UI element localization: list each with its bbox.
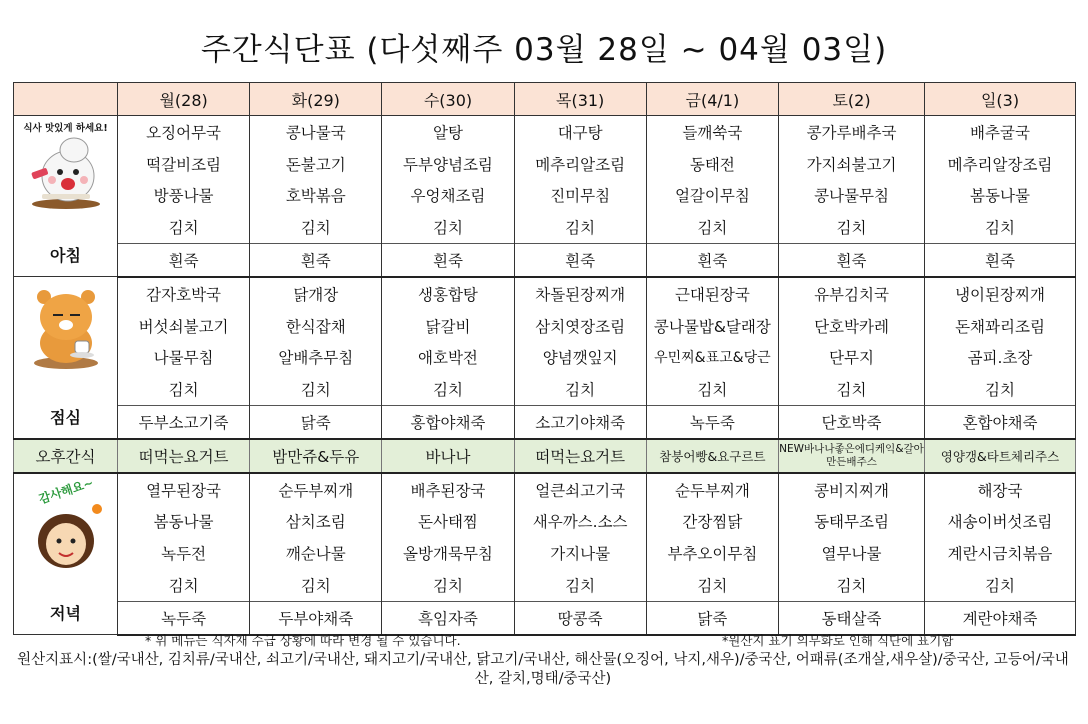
menu-cell: 동태무조림	[779, 506, 925, 538]
menu-cell: 콩나물국	[250, 116, 382, 148]
breakfast-label: 아침	[50, 246, 81, 266]
menu-cell: 김치	[382, 211, 514, 243]
menu-cell: 김치	[925, 211, 1076, 243]
day-header: 월(28)	[118, 83, 250, 116]
menu-cell: 김치	[118, 569, 250, 601]
dinner-row	[14, 473, 1076, 506]
menu-cell: 새우까스.소스	[514, 506, 646, 538]
menu-cell: 계란시금치볶음	[925, 537, 1076, 569]
menu-cell: 돈채꽈리조림	[925, 310, 1076, 342]
menu-cell: 동태살죽	[779, 601, 925, 634]
origin-info: 원산지표시:(쌀/국내산, 김치류/국내산, 쇠고기/국내산, 돼지고기/국내산, 닭고기/국내산, 해산물(오징어, 낙지,새우)/중국산, 어패류(조개살,새우살)/중국산, 고등어/국내산, 갈치,명태/중국산)	[17, 652, 1069, 687]
menu-cell: 해장국	[925, 473, 1076, 506]
menu-cell: 메추리알조림	[514, 148, 646, 180]
menu-cell: 얼큰쇠고기국	[514, 473, 646, 506]
menu-cell: 김치	[646, 373, 778, 405]
menu-cell: 김치	[382, 569, 514, 601]
menu-cell: 방풍나물	[118, 180, 250, 212]
menu-cell: 두부야채죽	[250, 601, 382, 634]
menu-cell: 두부소고기죽	[118, 406, 250, 439]
dinner-row	[14, 601, 1076, 634]
menu-cell: 소고기야채죽	[514, 406, 646, 439]
menu-cell: 가지쇠불고기	[779, 148, 925, 180]
lunch-row	[14, 373, 1076, 405]
lunch-row	[14, 342, 1076, 374]
menu-cell: 김치	[514, 211, 646, 243]
lunch-row	[14, 310, 1076, 342]
menu-cell: 감자호박국	[118, 277, 250, 310]
ryan-character-image	[26, 283, 106, 371]
menu-cell: 김치	[250, 211, 382, 243]
menu-cell: 김치	[925, 373, 1076, 405]
lunch-row	[14, 277, 1076, 310]
lunch-label: 점심	[50, 407, 81, 427]
menu-cell: 녹두죽	[118, 601, 250, 634]
menu-cell: 차돌된장찌개	[514, 277, 646, 310]
menu-cell: 흰죽	[925, 244, 1076, 277]
menu-cell: 김치	[779, 373, 925, 405]
header-row	[14, 83, 1076, 116]
day-header: 화(29)	[250, 83, 382, 116]
breakfast-section	[14, 116, 1076, 277]
menu-cell: 근대된장국	[646, 277, 778, 310]
menu-cell: 두부양념조림	[382, 148, 514, 180]
menu-cell: 애호박전	[382, 342, 514, 374]
breakfast-row	[14, 244, 1076, 277]
menu-cell: 대구탕	[514, 116, 646, 148]
menu-cell: 열무된장국	[118, 473, 250, 506]
menu-cell: 김치	[646, 211, 778, 243]
menu-cell: 올방개묵무침	[382, 537, 514, 569]
snack-cell: 바나나	[382, 439, 514, 473]
menu-cell: 흑임자죽	[382, 601, 514, 634]
weekly-menu-table	[13, 82, 1076, 636]
menu-cell: 봄동나물	[925, 180, 1076, 212]
menu-cell: 돈사태찜	[382, 506, 514, 538]
menu-cell: 김치	[925, 569, 1076, 601]
day-header: 일(3)	[925, 83, 1076, 116]
menu-cell: 유부김치국	[779, 277, 925, 310]
menu-cell: 김치	[646, 569, 778, 601]
menu-cell: 봄동나물	[118, 506, 250, 538]
dinner-row	[14, 506, 1076, 538]
menu-cell: 양념깻잎지	[514, 342, 646, 374]
menu-cell: 김치	[250, 373, 382, 405]
menu-cell: 김치	[118, 211, 250, 243]
breakfast-meal-cell	[14, 116, 118, 277]
dinner-row	[14, 569, 1076, 601]
lunch-row	[14, 406, 1076, 439]
menu-cell: 단무지	[779, 342, 925, 374]
menu-cell: 녹두전	[118, 537, 250, 569]
snack-label: 오후간식	[14, 439, 118, 473]
dinner-label: 저녁	[50, 604, 81, 624]
snack-cell: 떠먹는요거트	[118, 439, 250, 473]
menu-cell: 얼갈이무침	[646, 180, 778, 212]
menu-cell: 콩나물밥&달래장	[646, 310, 778, 342]
menu-cell: 땅콩죽	[514, 601, 646, 634]
menu-cell: 김치	[514, 373, 646, 405]
dinner-section	[14, 473, 1076, 635]
menu-cell: 콩가루배추국	[779, 116, 925, 148]
sticker-banner: 식사 맛있게 하세요!	[23, 123, 108, 134]
page-title: 주간식단표 (다섯째주 03월 28일 ~ 04월 03일)	[200, 32, 888, 68]
menu-cell: 나물무침	[118, 342, 250, 374]
menu-cell: 녹두죽	[646, 406, 778, 439]
menu-cell: 우엉채조림	[382, 180, 514, 212]
menu-cell: 혼합야채죽	[925, 406, 1076, 439]
menu-cell: 흰죽	[250, 244, 382, 277]
breakfast-row	[14, 148, 1076, 180]
snack-cell: 밤만쥬&두유	[250, 439, 382, 473]
day-header: 토(2)	[779, 83, 925, 116]
menu-cell: 김치	[250, 569, 382, 601]
dinner-row	[14, 537, 1076, 569]
menu-cell: 흰죽	[779, 244, 925, 277]
menu-cell: 홍합야채죽	[382, 406, 514, 439]
lunch-meal-cell	[14, 277, 118, 439]
menu-cell: 생홍합탕	[382, 277, 514, 310]
menu-cell: 가지나물	[514, 537, 646, 569]
menu-cell: 닭죽	[250, 406, 382, 439]
dinner-meal-cell	[14, 473, 118, 635]
corner-cell	[14, 83, 118, 116]
menu-cell: 배추된장국	[382, 473, 514, 506]
menu-cell: 메추리알장조림	[925, 148, 1076, 180]
menu-cell: 김치	[779, 569, 925, 601]
menu-cell: 순두부찌개	[250, 473, 382, 506]
menu-cell: 김치	[779, 211, 925, 243]
menu-cell: 알배추무침	[250, 342, 382, 374]
menu-cell: 호박볶음	[250, 180, 382, 212]
menu-cell: 단호박죽	[779, 406, 925, 439]
lunch-section	[14, 277, 1076, 439]
menu-cell: 들깨쑥국	[646, 116, 778, 148]
thank-you-girl-image	[25, 475, 107, 568]
menu-cell: 단호박카레	[779, 310, 925, 342]
menu-cell: 흰죽	[514, 244, 646, 277]
menu-cell: 닭개장	[250, 277, 382, 310]
menu-cell: 버섯쇠불고기	[118, 310, 250, 342]
snack-cell: 떠먹는요거트	[514, 439, 646, 473]
menu-cell: 콩나물무침	[779, 180, 925, 212]
snack-row	[14, 439, 1076, 473]
origin-label-note: *원산지 표기 의무화로 인해 식단에 표기함	[722, 633, 954, 648]
menu-cell: 순두부찌개	[646, 473, 778, 506]
day-header: 금(4/1)	[646, 83, 778, 116]
mascot-sticker-image	[22, 120, 110, 212]
snack-section	[14, 439, 1076, 473]
menu-cell: 우민찌&표고&당근	[646, 342, 778, 374]
menu-cell: 계란야채죽	[925, 601, 1076, 634]
menu-cell: 떡갈비조림	[118, 148, 250, 180]
menu-cell: 삼치조림	[250, 506, 382, 538]
menu-cell: 간장찜닭	[646, 506, 778, 538]
menu-cell: 알탕	[382, 116, 514, 148]
menu-cell: 냉이된장찌개	[925, 277, 1076, 310]
day-header: 목(31)	[514, 83, 646, 116]
menu-cell: 흰죽	[646, 244, 778, 277]
sticker-banner: 감사해요~	[36, 475, 95, 507]
menu-cell: 열무나물	[779, 537, 925, 569]
menu-cell: 흰죽	[118, 244, 250, 277]
menu-cell: 콩비지찌개	[779, 473, 925, 506]
snack-cell: NEW바나나좋은에디케익&갈아만든배주스	[779, 439, 925, 473]
menu-cell: 동태전	[646, 148, 778, 180]
menu-cell: 삼치엿장조림	[514, 310, 646, 342]
menu-cell: 배추굴국	[925, 116, 1076, 148]
breakfast-row	[14, 211, 1076, 243]
breakfast-row	[14, 116, 1076, 148]
menu-cell: 부추오이무침	[646, 537, 778, 569]
breakfast-row	[14, 180, 1076, 212]
snack-cell: 영양갱&타트체리주스	[925, 439, 1076, 473]
menu-cell: 곰피.초장	[925, 342, 1076, 374]
menu-cell: 흰죽	[382, 244, 514, 277]
menu-cell: 돈불고기	[250, 148, 382, 180]
day-header: 수(30)	[382, 83, 514, 116]
snack-cell: 참붕어빵&요구르트	[646, 439, 778, 473]
menu-change-note: * 위 메뉴는 식자재 수급 상황에 따라 변경 될 수 있습니다.	[145, 633, 461, 648]
menu-cell: 닭갈비	[382, 310, 514, 342]
menu-cell: 김치	[382, 373, 514, 405]
menu-cell: 새송이버섯조림	[925, 506, 1076, 538]
menu-cell: 김치	[514, 569, 646, 601]
menu-cell: 진미무침	[514, 180, 646, 212]
menu-cell: 닭죽	[646, 601, 778, 634]
menu-cell: 깨순나물	[250, 537, 382, 569]
menu-cell: 김치	[118, 373, 250, 405]
menu-cell: 한식잡채	[250, 310, 382, 342]
menu-cell: 오징어무국	[118, 116, 250, 148]
